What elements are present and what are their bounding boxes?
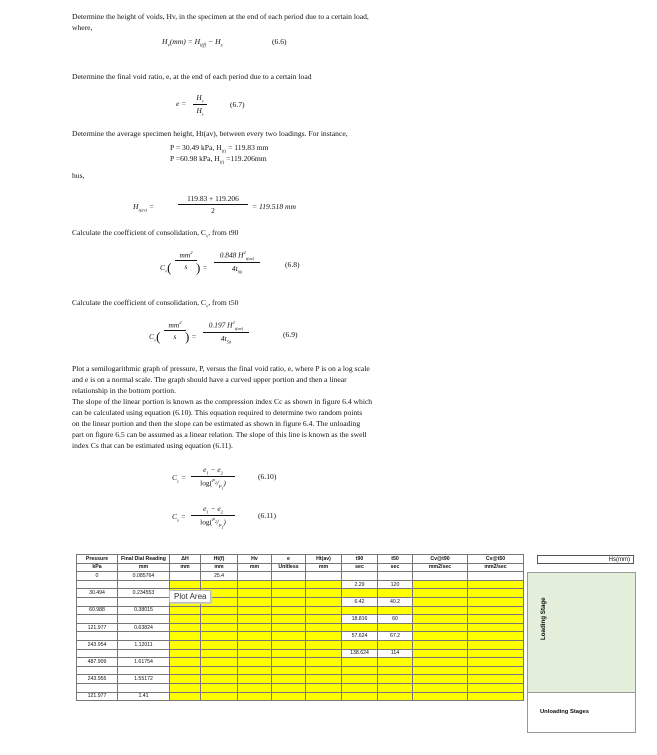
paragraph-average-height: Determine the average specimen height, Ht(av), between every two loadings. For instance, bbox=[72, 129, 348, 138]
table-cell[interactable]: mm2/sec bbox=[413, 563, 468, 572]
table-row bbox=[77, 606, 524, 615]
table-cell[interactable] bbox=[413, 666, 468, 675]
table-cell[interactable] bbox=[306, 572, 342, 581]
table-cell[interactable]: sec bbox=[378, 563, 413, 572]
table-cell[interactable] bbox=[342, 692, 378, 701]
equation-6-9-lhs: $C_v$( bbox=[149, 329, 161, 344]
table-cell[interactable]: 30.494 bbox=[77, 589, 118, 598]
table-cell[interactable]: Cv@t50 bbox=[468, 555, 524, 564]
table-cell[interactable] bbox=[378, 666, 413, 675]
table-cell[interactable] bbox=[201, 666, 238, 675]
table-cell[interactable] bbox=[238, 572, 272, 581]
paragraph-semilog-4: The slope of the linear portion is known as the compression index Cc as shown in figure 6.4 which bbox=[72, 397, 373, 406]
table-cell[interactable] bbox=[468, 589, 524, 598]
table-cell[interactable]: 2.29 bbox=[342, 580, 378, 589]
table-cell[interactable]: mm bbox=[201, 563, 238, 572]
table-cell[interactable]: 120 bbox=[378, 580, 413, 589]
table-cell[interactable]: Ht(f) bbox=[201, 555, 238, 564]
table-cell[interactable] bbox=[306, 692, 342, 701]
equation-6-9-fraction: $\frac{0.197 H^2_{t(av)}}{4t_{50}}$ bbox=[203, 320, 249, 344]
equation-number-6-9: (6.9) bbox=[283, 330, 298, 339]
table-cell[interactable] bbox=[272, 692, 306, 701]
table-cell[interactable] bbox=[468, 632, 524, 641]
table-cell[interactable]: 121.977 bbox=[77, 623, 118, 632]
table-cell[interactable] bbox=[238, 666, 272, 675]
equation-average-result: = 119.518 mm bbox=[252, 202, 297, 211]
table-cell[interactable] bbox=[201, 692, 238, 701]
table-header-row bbox=[77, 555, 524, 564]
table-cell[interactable] bbox=[170, 640, 201, 649]
table-cell[interactable] bbox=[342, 606, 378, 615]
table-cell[interactable]: mm bbox=[118, 563, 170, 572]
table-cell[interactable] bbox=[170, 675, 201, 684]
table-cell[interactable] bbox=[413, 580, 468, 589]
paragraph-where: where, bbox=[72, 23, 93, 32]
table-cell[interactable] bbox=[272, 597, 306, 606]
table-cell[interactable] bbox=[378, 675, 413, 684]
table-cell[interactable]: Hv bbox=[238, 555, 272, 564]
equation-average-lhs: $H_{t(av)}$ = bbox=[133, 202, 155, 213]
equation-6-8-lhs: $C_v$( bbox=[160, 260, 172, 275]
equation-6-11-fraction: $\frac{e_1 - e_2}{\log(^{P_2}/_{P_1})}$ bbox=[191, 504, 235, 530]
equation-number-6-6: (6.6) bbox=[272, 37, 287, 46]
paragraph-semilog-1: Plot a semilogarithmic graph of pressure, P, versus the final void ratio, e, where P is on a log scale bbox=[72, 364, 370, 373]
table-cell[interactable] bbox=[272, 589, 306, 598]
table-cell[interactable] bbox=[77, 632, 118, 641]
table-row bbox=[77, 572, 524, 581]
table-cell[interactable] bbox=[468, 658, 524, 667]
table-cell[interactable]: mm bbox=[238, 563, 272, 572]
table-cell[interactable] bbox=[77, 683, 118, 692]
table-row bbox=[77, 658, 524, 667]
table-cell[interactable]: 6.42 bbox=[342, 597, 378, 606]
table-row bbox=[77, 580, 524, 589]
table-cell[interactable] bbox=[272, 632, 306, 641]
table-cell[interactable]: 243.955 bbox=[77, 675, 118, 684]
table-cell[interactable]: t50 bbox=[378, 555, 413, 564]
table-row bbox=[77, 666, 524, 675]
table-cell[interactable] bbox=[201, 615, 238, 624]
equation-6-10-lhs: $C_c$ = bbox=[172, 473, 187, 484]
equation-number-6-10: (6.10) bbox=[258, 472, 277, 481]
table-cell[interactable] bbox=[306, 580, 342, 589]
table-cell[interactable]: 0.38015 bbox=[118, 606, 170, 615]
table-cell[interactable] bbox=[238, 589, 272, 598]
table-cell[interactable] bbox=[272, 658, 306, 667]
loading-stage-label: Loading Stage bbox=[540, 597, 547, 640]
table-cell[interactable] bbox=[342, 589, 378, 598]
paragraph-semilog-6: on the linear portion and then the slope can be estimated as shown in figure 6.4. The unloading bbox=[72, 419, 361, 428]
table-cell[interactable] bbox=[238, 623, 272, 632]
table-cell[interactable] bbox=[413, 675, 468, 684]
table-cell[interactable]: 114 bbox=[378, 649, 413, 658]
table-cell[interactable] bbox=[272, 675, 306, 684]
equation-6-9-eq: ) = bbox=[185, 329, 197, 344]
table-cell[interactable]: Ht(av) bbox=[306, 555, 342, 564]
equation-6-8-eq: ) = bbox=[196, 260, 208, 275]
table-cell[interactable] bbox=[468, 623, 524, 632]
table-cell[interactable] bbox=[342, 658, 378, 667]
paragraph-semilog-5: can be calculated using equation (6.10). This equation required to determine two random points bbox=[72, 408, 363, 417]
table-cell[interactable] bbox=[170, 692, 201, 701]
table-cell[interactable] bbox=[378, 572, 413, 581]
table-cell[interactable]: Cv@t90 bbox=[413, 555, 468, 564]
table-cell[interactable] bbox=[201, 658, 238, 667]
table-cell[interactable] bbox=[77, 580, 118, 589]
table-cell[interactable] bbox=[378, 683, 413, 692]
table-cell[interactable] bbox=[468, 597, 524, 606]
table-cell[interactable] bbox=[201, 632, 238, 641]
table-cell[interactable] bbox=[170, 580, 201, 589]
table-cell[interactable] bbox=[306, 683, 342, 692]
thus-text: hus, bbox=[72, 171, 85, 180]
table-cell[interactable] bbox=[170, 606, 201, 615]
table-row bbox=[77, 692, 524, 701]
table-cell[interactable] bbox=[170, 632, 201, 641]
table-cell[interactable]: 1.61754 bbox=[118, 658, 170, 667]
table-cell[interactable]: 243.954 bbox=[77, 640, 118, 649]
table-cell[interactable]: 0 bbox=[77, 572, 118, 581]
table-cell[interactable]: 138.624 bbox=[342, 649, 378, 658]
table-cell[interactable] bbox=[272, 580, 306, 589]
table-cell[interactable] bbox=[238, 597, 272, 606]
table-cell[interactable] bbox=[342, 623, 378, 632]
table-cell[interactable]: e bbox=[272, 555, 306, 564]
table-cell[interactable] bbox=[170, 623, 201, 632]
table-cell[interactable] bbox=[378, 658, 413, 667]
equation-6-11-lhs: $C_s$ = bbox=[172, 512, 186, 523]
table-cell[interactable]: mm2/sec bbox=[468, 563, 524, 572]
paragraph-void-ratio: Determine the final void ratio, e, at the end of each period due to a certain load bbox=[72, 72, 312, 81]
table-cell[interactable] bbox=[170, 649, 201, 658]
table-cell[interactable] bbox=[413, 658, 468, 667]
table-cell[interactable]: ΔH bbox=[170, 555, 201, 564]
paragraph-cv-t90: Calculate the coefficient of consolidation, $C_v$, from t90 bbox=[72, 228, 239, 239]
consolidation-data-table bbox=[76, 554, 524, 701]
table-cell[interactable] bbox=[77, 615, 118, 624]
table-row bbox=[77, 632, 524, 641]
table-cell[interactable] bbox=[306, 623, 342, 632]
paragraph-semilog-3: relationship in the bottom portion. bbox=[72, 386, 176, 395]
equation-6-9-units: $\frac{mm^2}{s}$ bbox=[164, 320, 186, 341]
table-cell[interactable] bbox=[272, 623, 306, 632]
table-cell[interactable] bbox=[118, 615, 170, 624]
table-cell[interactable] bbox=[272, 615, 306, 624]
table-row bbox=[77, 615, 524, 624]
table-cell[interactable]: 121.977 bbox=[77, 692, 118, 701]
table-cell[interactable]: 67.2 bbox=[378, 632, 413, 641]
table-cell[interactable] bbox=[413, 640, 468, 649]
table-cell[interactable] bbox=[272, 649, 306, 658]
table-cell[interactable] bbox=[306, 597, 342, 606]
table-cell[interactable]: kPa bbox=[77, 563, 118, 572]
table-cell[interactable] bbox=[468, 640, 524, 649]
table-row bbox=[77, 623, 524, 632]
equation-number-6-8: (6.8) bbox=[285, 260, 300, 269]
table-cell[interactable] bbox=[468, 666, 524, 675]
table-cell[interactable] bbox=[378, 623, 413, 632]
table-cell[interactable] bbox=[77, 666, 118, 675]
example-line-2: P =60.98 kPa, $H_{(f)} =119.206mm$ bbox=[170, 154, 267, 165]
hs-input-cell[interactable]: Hs(mm) bbox=[537, 555, 634, 564]
table-cell[interactable] bbox=[272, 666, 306, 675]
table-cell[interactable] bbox=[306, 606, 342, 615]
table-cell[interactable]: 40.2 bbox=[378, 597, 413, 606]
table-cell[interactable] bbox=[238, 615, 272, 624]
table-cell[interactable]: 57.624 bbox=[342, 632, 378, 641]
paragraph-semilog-8: index Cs that can be estimated using equation (6.11). bbox=[72, 441, 233, 450]
paragraph-hv: Determine the height of voids, Hv, in the specimen at the end of each period due to a certain load, bbox=[72, 12, 369, 21]
table-cell[interactable] bbox=[306, 589, 342, 598]
table-cell[interactable]: Final Dial Reading bbox=[118, 555, 170, 564]
table-cell[interactable]: 487.909 bbox=[77, 658, 118, 667]
table-cell[interactable] bbox=[413, 632, 468, 641]
table-cell[interactable] bbox=[378, 692, 413, 701]
table-cell[interactable] bbox=[413, 606, 468, 615]
paragraph-semilog-2: and e is on a normal scale. The graph should have a curved upper portion and then a linear bbox=[72, 375, 347, 384]
equation-6-6: $H_v(mm) = H_{t(f)} - H_s$ bbox=[162, 37, 223, 49]
table-cell[interactable] bbox=[238, 649, 272, 658]
table-units-row bbox=[77, 563, 524, 572]
table-cell[interactable] bbox=[468, 615, 524, 624]
table-cell[interactable] bbox=[468, 606, 524, 615]
table-cell[interactable] bbox=[306, 632, 342, 641]
table-cell[interactable] bbox=[306, 658, 342, 667]
table-cell[interactable] bbox=[118, 597, 170, 606]
table-row bbox=[77, 649, 524, 658]
table-cell[interactable]: Pressure bbox=[77, 555, 118, 564]
table-cell[interactable] bbox=[306, 649, 342, 658]
table-cell[interactable] bbox=[342, 572, 378, 581]
table-cell[interactable] bbox=[238, 692, 272, 701]
table-cell[interactable] bbox=[170, 572, 201, 581]
table-cell[interactable] bbox=[77, 597, 118, 606]
table-cell[interactable] bbox=[201, 683, 238, 692]
table-cell[interactable]: 25.4 bbox=[201, 572, 238, 581]
table-cell[interactable] bbox=[118, 666, 170, 675]
table-row bbox=[77, 683, 524, 692]
equation-6-7-lhs: e = bbox=[176, 99, 187, 108]
table-cell[interactable] bbox=[342, 666, 378, 675]
table-cell[interactable] bbox=[413, 692, 468, 701]
table-cell[interactable] bbox=[238, 675, 272, 684]
table-cell[interactable] bbox=[468, 683, 524, 692]
table-cell[interactable] bbox=[306, 615, 342, 624]
table-cell[interactable]: 0.085764 bbox=[118, 572, 170, 581]
equation-number-6-11: (6.11) bbox=[258, 511, 277, 520]
table-cell[interactable] bbox=[238, 606, 272, 615]
example-line-1: P = 30.49 kPa, $H_{(f)} = 119.83$ mm bbox=[170, 143, 269, 154]
table-cell[interactable] bbox=[378, 589, 413, 598]
table-cell[interactable] bbox=[306, 640, 342, 649]
table-cell[interactable] bbox=[413, 597, 468, 606]
table-cell[interactable] bbox=[170, 658, 201, 667]
table-cell[interactable]: t90 bbox=[342, 555, 378, 564]
table-cell[interactable] bbox=[170, 666, 201, 675]
table-cell[interactable] bbox=[306, 666, 342, 675]
table-row bbox=[77, 597, 524, 606]
table-cell[interactable] bbox=[238, 640, 272, 649]
table-cell[interactable]: 18.816 bbox=[342, 615, 378, 624]
table-cell[interactable] bbox=[118, 683, 170, 692]
table-cell[interactable]: 1.55172 bbox=[118, 675, 170, 684]
table-cell[interactable] bbox=[77, 649, 118, 658]
table-cell[interactable] bbox=[468, 580, 524, 589]
table-cell[interactable] bbox=[468, 649, 524, 658]
table-cell[interactable] bbox=[201, 649, 238, 658]
table-cell[interactable] bbox=[342, 675, 378, 684]
table-cell[interactable] bbox=[306, 675, 342, 684]
table-cell[interactable]: mm bbox=[306, 563, 342, 572]
table-cell[interactable] bbox=[413, 683, 468, 692]
table-cell[interactable] bbox=[413, 649, 468, 658]
equation-number-6-7: (6.7) bbox=[230, 100, 245, 109]
table-cell[interactable] bbox=[468, 675, 524, 684]
table-cell[interactable] bbox=[118, 632, 170, 641]
plot-area-tooltip: Plot Area bbox=[169, 590, 211, 603]
table-cell[interactable] bbox=[201, 606, 238, 615]
table-cell[interactable] bbox=[342, 683, 378, 692]
paragraph-semilog-7: part on figure 6.5 can be assumed as a linear relation. The slope of this line is known as the swell bbox=[72, 430, 367, 439]
table-cell[interactable] bbox=[272, 640, 306, 649]
table-cell[interactable]: 60 bbox=[378, 615, 413, 624]
table-cell[interactable] bbox=[342, 640, 378, 649]
table-cell[interactable]: sec bbox=[342, 563, 378, 572]
equation-6-8-fraction: $\frac{0.848 H^2_{t(av)}}{4t_{90}}$ bbox=[214, 250, 260, 274]
table-cell[interactable] bbox=[378, 640, 413, 649]
table-cell[interactable] bbox=[170, 615, 201, 624]
table-cell[interactable]: 60.988 bbox=[77, 606, 118, 615]
table-cell[interactable] bbox=[413, 572, 468, 581]
table-cell[interactable] bbox=[118, 649, 170, 658]
table-cell[interactable]: 0.63824 bbox=[118, 623, 170, 632]
table-cell[interactable]: 0.234553 bbox=[118, 589, 170, 598]
equation-6-8-units: $\frac{mm^2}{s}$ bbox=[175, 250, 197, 271]
table-cell[interactable] bbox=[272, 572, 306, 581]
table-cell[interactable] bbox=[118, 580, 170, 589]
unloading-stage-label: Unloading Stages bbox=[540, 709, 589, 715]
table-cell[interactable] bbox=[413, 589, 468, 598]
table-cell[interactable] bbox=[238, 658, 272, 667]
equation-6-7-fraction: $\frac{H_v}{H_s}$ bbox=[193, 93, 207, 117]
table-cell[interactable] bbox=[468, 692, 524, 701]
equation-6-10-fraction: $\frac{e_1 - e_2}{\log(^{P_2}/_{P_1})}$ bbox=[191, 465, 235, 491]
table-cell[interactable] bbox=[238, 580, 272, 589]
table-row bbox=[77, 675, 524, 684]
table-cell[interactable]: 1.12011 bbox=[118, 640, 170, 649]
table-row bbox=[77, 640, 524, 649]
table-cell[interactable] bbox=[413, 615, 468, 624]
table-cell[interactable] bbox=[272, 606, 306, 615]
table-cell[interactable]: Unitless bbox=[272, 563, 306, 572]
table-cell[interactable] bbox=[201, 623, 238, 632]
table-cell[interactable] bbox=[238, 683, 272, 692]
table-cell[interactable] bbox=[468, 572, 524, 581]
table-cell[interactable] bbox=[378, 606, 413, 615]
table-cell[interactable] bbox=[413, 623, 468, 632]
table-cell[interactable] bbox=[201, 640, 238, 649]
paragraph-cv-t50: Calculate the coefficient of consolidation, $C_v$, from t50 bbox=[72, 298, 239, 309]
table-cell[interactable] bbox=[272, 683, 306, 692]
table-cell[interactable] bbox=[238, 632, 272, 641]
table-cell[interactable] bbox=[201, 675, 238, 684]
table-cell[interactable] bbox=[170, 683, 201, 692]
table-cell[interactable]: 1.41 bbox=[118, 692, 170, 701]
table-row bbox=[77, 589, 524, 598]
table-cell[interactable]: mm bbox=[170, 563, 201, 572]
equation-average-fraction: $\frac{119.83 + 119.206}{2}$ bbox=[178, 194, 248, 215]
table-cell[interactable] bbox=[201, 580, 238, 589]
